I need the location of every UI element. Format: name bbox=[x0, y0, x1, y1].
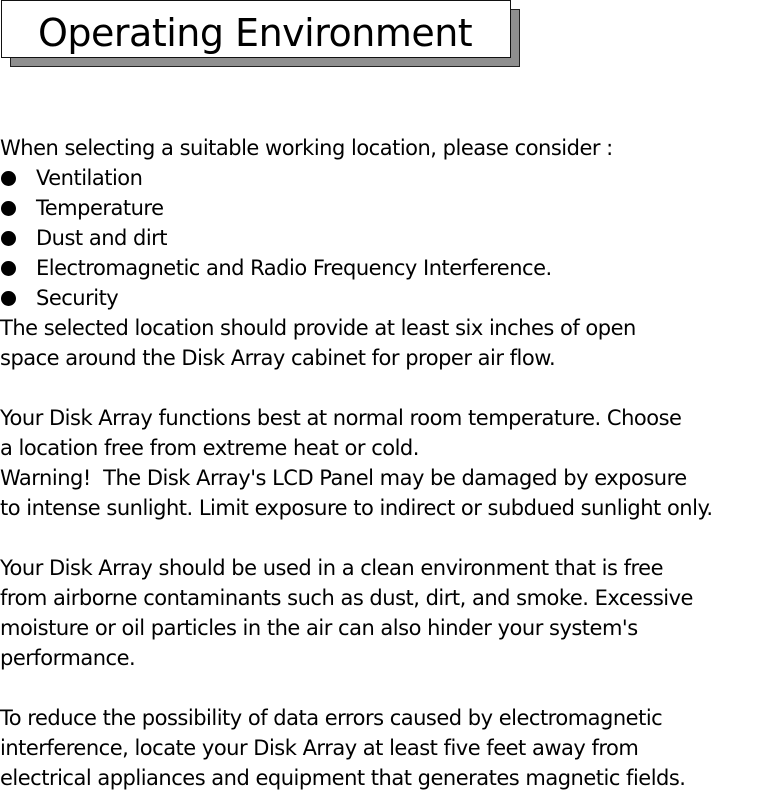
list-item-label: Dust and dirt bbox=[36, 226, 168, 250]
title-banner bbox=[0, 0, 520, 70]
warning-line bbox=[0, 463, 777, 493]
bullet-icon bbox=[1, 231, 16, 246]
list-item-label: Electromagnetic and Radio Frequency Interference. bbox=[36, 256, 552, 280]
title-box bbox=[1, 0, 511, 58]
list-item bbox=[0, 193, 777, 223]
dust-paragraph-line: Your Disk Array should be used in a clean environment that is free bbox=[0, 556, 663, 580]
temperature-paragraph-line: a location free from extreme heat or cold. bbox=[0, 436, 419, 460]
paragraph-spacer bbox=[0, 523, 777, 553]
list-item bbox=[0, 223, 777, 253]
list-item bbox=[0, 163, 777, 193]
list-item-label: Security bbox=[36, 286, 119, 310]
list-item bbox=[0, 253, 777, 283]
list-item-label: Ventilation bbox=[36, 166, 143, 190]
dust-paragraph-line: moisture or oil particles in the air can also hinder your system's bbox=[0, 616, 638, 640]
page-title: Operating Environment bbox=[38, 11, 473, 55]
paragraph-spacer bbox=[0, 673, 777, 703]
warning-text-line: to intense sunlight. Limit exposure to indirect or subdued sunlight only. bbox=[0, 496, 713, 520]
interference-paragraph-line: electrical appliances and equipment that generates magnetic fields. bbox=[0, 766, 686, 790]
bullet-icon bbox=[1, 291, 16, 306]
bullet-icon bbox=[1, 261, 16, 276]
intro-text: When selecting a suitable working location, please consider : bbox=[0, 136, 613, 160]
bullet-icon bbox=[1, 171, 16, 186]
warning-label: Warning! bbox=[0, 466, 91, 490]
interference-paragraph-line: To reduce the possibility of data errors caused by electromagnetic bbox=[0, 706, 663, 730]
list-item bbox=[0, 283, 777, 313]
dust-paragraph-line: performance. bbox=[0, 646, 136, 670]
ventilation-paragraph-line: The selected location should provide at least six inches of open bbox=[0, 316, 636, 340]
warning-text: The Disk Array's LCD Panel may be damaged by exposure bbox=[103, 466, 687, 490]
paragraph-spacer bbox=[0, 373, 777, 403]
bullet-icon bbox=[1, 201, 16, 216]
document-body bbox=[0, 133, 777, 793]
temperature-paragraph-line: Your Disk Array functions best at normal room temperature. Choose bbox=[0, 406, 682, 430]
list-item-label: Temperature bbox=[36, 196, 164, 220]
interference-paragraph-line: interference, locate your Disk Array at least five feet away from bbox=[0, 736, 639, 760]
dust-paragraph-line: from airborne contaminants such as dust, dirt, and smoke. Excessive bbox=[0, 586, 693, 610]
ventilation-paragraph-line: space around the Disk Array cabinet for proper air flow. bbox=[0, 346, 556, 370]
